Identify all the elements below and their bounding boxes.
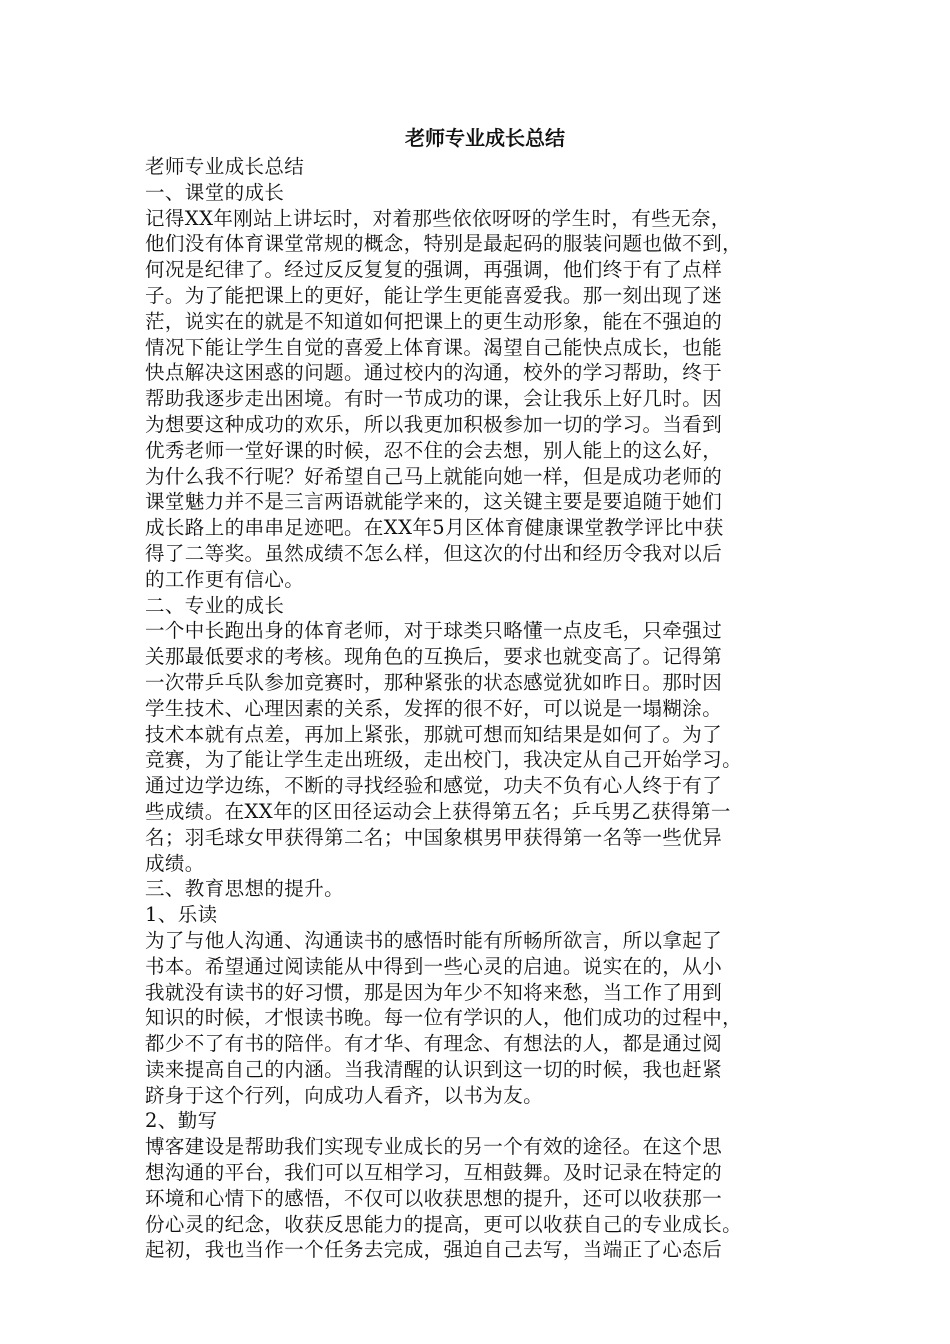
text-line: 快点解决这困惑的问题。通过校内的沟通，校外的学习帮助，终于	[145, 361, 723, 385]
text-line: 一个中长跑出身的体育老师，对于球类只略懂一点皮毛，只牵强过	[145, 619, 723, 643]
text-line: 为什么我不行呢？好希望自己马上就能向她一样，但是成功老师的	[145, 464, 723, 488]
text-line: 得了二等奖。虽然成绩不怎么样，但这次的付出和经历令我对以后	[145, 541, 723, 565]
text-line: 起初，我也当作一个任务去完成，强迫自己去写，当端正了心态后	[145, 1238, 723, 1262]
text-line: 读来提高自己的内涵。当我清醒的认识到这一切的时候，我也赶紧	[145, 1057, 723, 1081]
text-line: 成长路上的串串足迹吧。在XX年5月区体育健康课堂教学评比中获	[145, 516, 724, 540]
text-line: 跻身于这个行列，向成功人看齐，以书为友。	[145, 1083, 544, 1107]
text-line: 三、教育思想的提升。	[145, 877, 345, 901]
text-line: 情况下能让学生自觉的喜爱上体育课。渴望自己能快点成长，也能	[145, 335, 723, 359]
text-line: 二、专业的成长	[145, 593, 285, 617]
text-line: 记得XX年刚站上讲坛时，对着那些依依呀呀的学生时，有些无奈，	[145, 206, 731, 230]
text-line: 关那最低要求的考核。现角色的互换后，要求也就变高了。记得第	[145, 645, 723, 669]
text-line: 些成绩。在XX年的区田径运动会上获得第五名；乒乓男乙获得第一	[145, 799, 731, 823]
text-line: 成绩。	[145, 851, 205, 875]
text-line: 书本。希望通过阅读能从中得到一些心灵的启迪。说实在的，从小	[145, 954, 723, 978]
document-body	[145, 154, 815, 1263]
text-line: 2、勤写	[145, 1109, 218, 1133]
text-line: 的工作更有信心。	[145, 567, 305, 591]
text-line: 份心灵的纪念，收获反思能力的提高，更可以收获自己的专业成长。	[145, 1212, 743, 1236]
document-title: 老师专业成长总结	[405, 126, 565, 150]
text-line: 知识的时候，才恨读书晚。每一位有学识的人，他们成功的过程中，	[145, 1006, 743, 1030]
text-line: 茫，说实在的就是不知道如何把课上的更生动形象，能在不强迫的	[145, 309, 723, 333]
text-line: 想沟通的平台，我们可以互相学习，互相鼓舞。及时记录在特定的	[145, 1161, 723, 1185]
text-line: 博客建设是帮助我们实现专业成长的另一个有效的途径。在这个思	[145, 1135, 723, 1159]
text-line: 为了与他人沟通、沟通读书的感悟时能有所畅所欲言，所以拿起了	[145, 928, 723, 952]
text-line: 都少不了有书的陪伴。有才华、有理念、有想法的人，都是通过阅	[145, 1032, 723, 1056]
text-line: 通过边学边练，不断的寻找经验和感觉，功夫不负有心人终于有了	[145, 774, 723, 798]
text-line: 为想要这种成功的欢乐，所以我更加积极参加一切的学习。当看到	[145, 412, 723, 436]
text-line: 名；羽毛球女甲获得第二名；中国象棋男甲获得第一名等一些优异	[145, 825, 723, 849]
text-line: 环境和心情下的感悟，不仅可以收获思想的提升，还可以收获那一	[145, 1186, 723, 1210]
text-line: 我就没有读书的好习惯，那是因为年少不知将来愁，当工作了用到	[145, 980, 723, 1004]
text-line: 他们没有体育课堂常规的概念，特别是最起码的服装问题也做不到，	[145, 232, 743, 256]
text-line: 竞赛，为了能让学生走出班级，走出校门，我决定从自己开始学习。	[145, 748, 743, 772]
text-line: 一次带乒乓队参加竞赛时，那种紧张的状态感觉犹如昨日。那时因	[145, 670, 723, 694]
document-page	[145, 122, 815, 1263]
text-line: 优秀老师一堂好课的时候，忍不住的会去想，别人能上的这么好，	[145, 438, 723, 462]
text-line: 学生技术、心理因素的关系，发挥的很不好，可以说是一塌糊涂。	[145, 696, 723, 720]
text-line: 1、乐读	[145, 903, 218, 927]
text-line: 何况是纪律了。经过反反复复的强调，再强调，他们终于有了点样	[145, 258, 723, 282]
text-line: 子。为了能把课上的更好，能让学生更能喜爱我。那一刻出现了迷	[145, 283, 723, 307]
text-line: 老师专业成长总结	[145, 155, 305, 178]
text-line: 帮助我逐步走出困境。有时一节成功的课，会让我乐上好几时。因	[145, 387, 723, 411]
text-line: 一、课堂的成长	[145, 180, 285, 204]
text-line: 课堂魅力并不是三言两语就能学来的，这关键主要是要追随于她们	[145, 490, 723, 514]
text-line: 技术本就有点差，再加上紧张，那就可想而知结果是如何了。为了	[145, 722, 723, 746]
